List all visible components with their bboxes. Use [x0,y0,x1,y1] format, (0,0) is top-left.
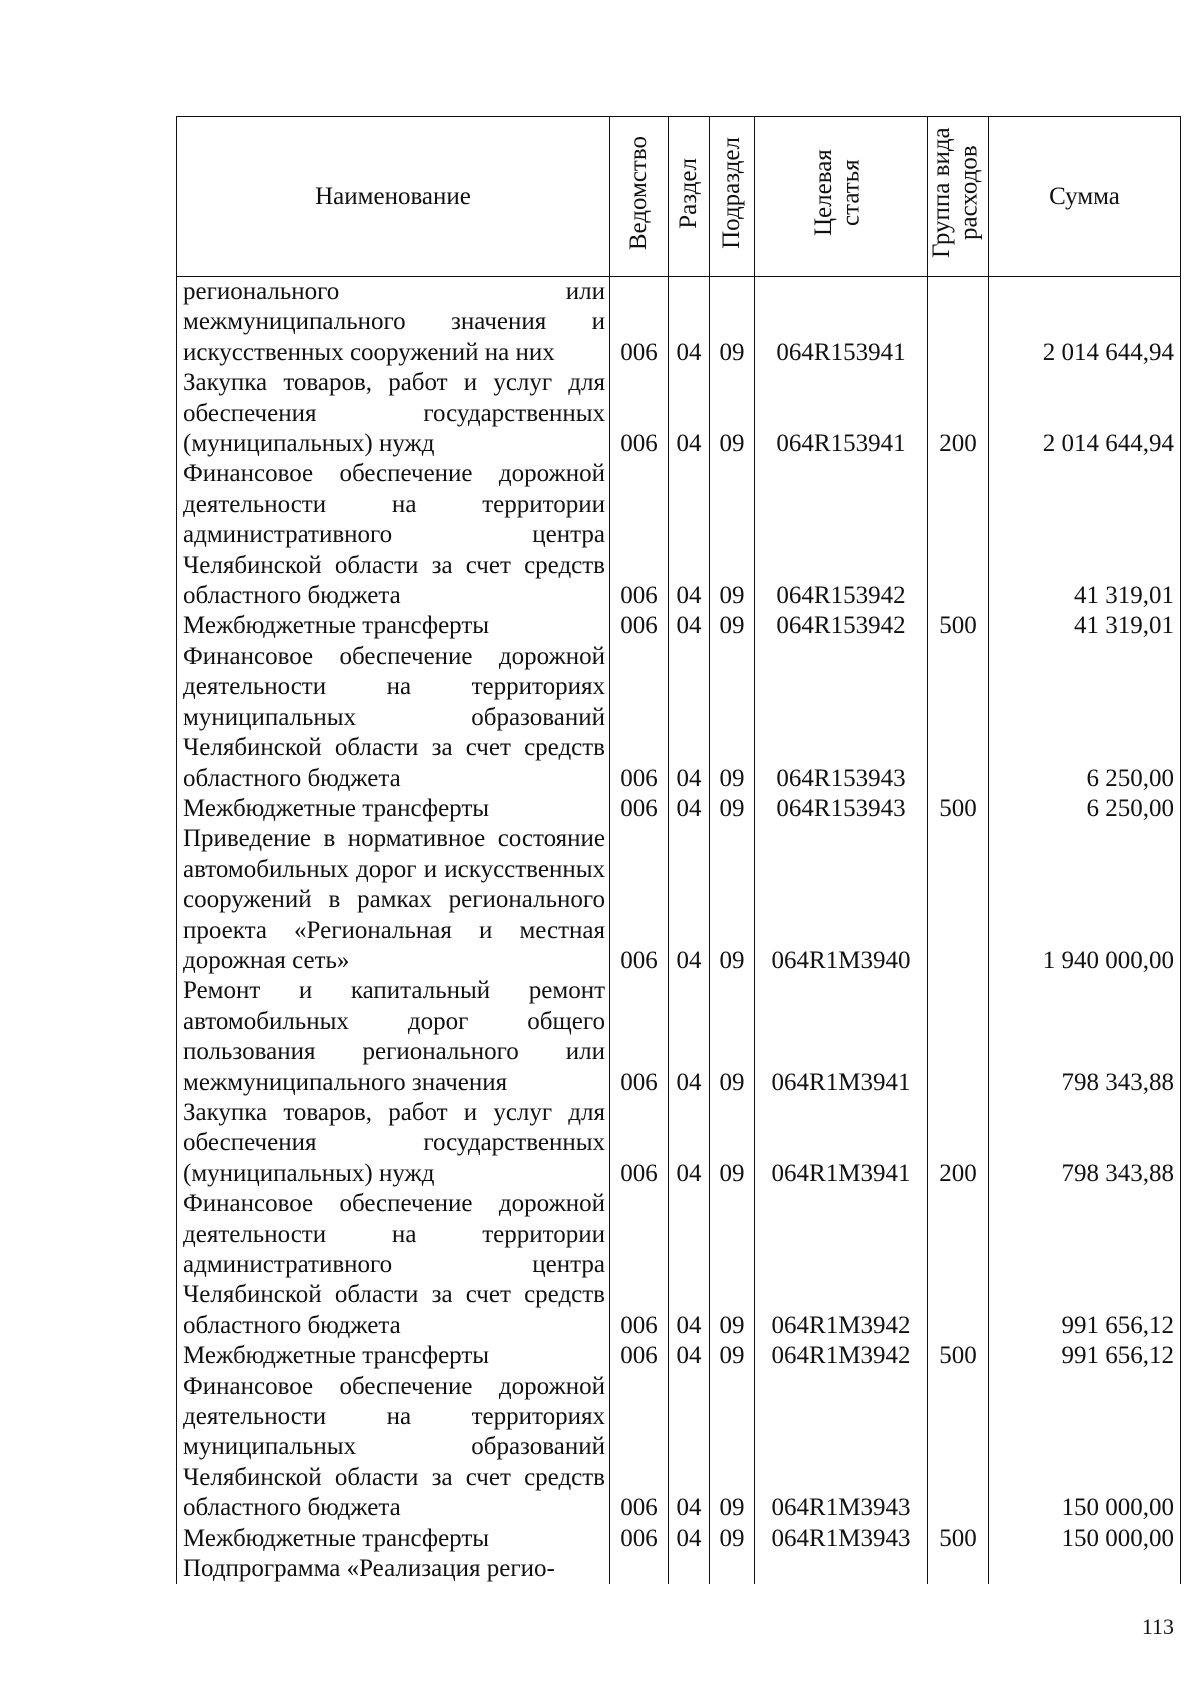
cell-celevaya-statya: 064R153942 [755,459,928,611]
cell-name: Подпрограмма «Реализация регио- [177,1554,610,1584]
cell-razdel: 04 [669,1341,710,1371]
cell-razdel: 04 [669,1189,710,1341]
cell-vedomstvo: 006 [610,794,669,824]
cell-summa: 798 343,88 [989,976,1181,1098]
cell-gruppa [928,459,989,611]
header-razdel: Раздел [669,117,710,277]
cell-summa: 41 319,01 [989,611,1181,641]
cell-name: Закупка товаров, работ и услуг для обеспечения государственных (муниципальных) нужд [177,368,610,459]
cell-podrazdel: 09 [710,794,755,824]
cell-summa: 798 343,88 [989,1098,1181,1189]
cell-gruppa [928,642,989,794]
table-row [177,1524,1181,1554]
cell-podrazdel: 09 [710,1524,755,1554]
cell-celevaya-statya: 064R153942 [755,611,928,641]
cell-podrazdel: 09 [710,824,755,976]
cell-gruppa: 500 [928,1341,989,1371]
cell-celevaya-statya: 064R153941 [755,368,928,459]
cell-summa: 991 656,12 [989,1189,1181,1341]
cell-razdel: 04 [669,1372,710,1524]
cell-razdel: 04 [669,794,710,824]
cell-podrazdel: 09 [710,642,755,794]
cell-podrazdel: 09 [710,1098,755,1189]
table-row [177,459,1181,611]
cell-vedomstvo: 006 [610,824,669,976]
cell-summa: 41 319,01 [989,459,1181,611]
cell-vedomstvo: 006 [610,976,669,1098]
cell-celevaya-statya: 064R153943 [755,794,928,824]
cell-name: Ремонт и капитальный ремонт автомобильных дорог общего пользования регионального или межмуниципального значения [177,976,610,1098]
table-row [177,794,1181,824]
cell-gruppa: 500 [928,794,989,824]
cell-podrazdel: 09 [710,1341,755,1371]
cell-summa: 150 000,00 [989,1524,1181,1554]
table-row [177,642,1181,794]
cell-name: Закупка товаров, работ и услуг для обеспечения государственных (муниципальных) нужд [177,1098,610,1189]
cell-summa: 150 000,00 [989,1372,1181,1524]
cell-celevaya-statya: 064R153941 [755,277,928,369]
cell-gruppa [928,1189,989,1341]
cell-summa: 2 014 644,94 [989,277,1181,369]
table-row [177,1554,1181,1584]
cell-gruppa: 500 [928,611,989,641]
cell-razdel: 04 [669,1098,710,1189]
budget-table-container [176,116,1180,1584]
table-row [177,1189,1181,1341]
header-celevaya-statya: Целевая статья [755,117,928,277]
cell-podrazdel: 09 [710,1372,755,1524]
cell-vedomstvo: 006 [610,642,669,794]
table-row [177,368,1181,459]
cell-podrazdel: 09 [710,459,755,611]
cell-name: Межбюджетные трансферты [177,1524,610,1554]
cell-summa: 991 656,12 [989,1341,1181,1371]
cell-celevaya-statya: 064R1M3943 [755,1524,928,1554]
table-row [177,1098,1181,1189]
cell-name: регионального или межмуниципального значения и искусственных сооружений на них [177,277,610,369]
cell-vedomstvo [610,1554,669,1584]
header-name: Наименование [177,117,610,277]
header-gruppa-vida-rashodov: Группа вида расходов [928,117,989,277]
cell-vedomstvo: 006 [610,1098,669,1189]
cell-razdel: 04 [669,277,710,369]
cell-podrazdel: 09 [710,1189,755,1341]
table-row [177,824,1181,976]
cell-name: Финансовое обеспечение дорожной деятельности на территориях муниципальных образований Челябинской области за счет средств областного бюджета [177,642,610,794]
cell-gruppa [928,824,989,976]
cell-summa: 1 940 000,00 [989,824,1181,976]
cell-vedomstvo: 006 [610,611,669,641]
cell-summa: 6 250,00 [989,642,1181,794]
table-row [177,1341,1181,1371]
cell-name: Приведение в нормативное состояние автомобильных дорог и искусственных сооружений в рамках регионального проекта «Региональная и местная дорожная сеть» [177,824,610,976]
cell-vedomstvo: 006 [610,1189,669,1341]
header-summa: Сумма [989,117,1181,277]
cell-vedomstvo: 006 [610,277,669,369]
cell-gruppa [928,1372,989,1524]
cell-podrazdel [710,1554,755,1584]
cell-gruppa [928,277,989,369]
table-row [177,611,1181,641]
page-number: 113 [1141,1614,1174,1639]
table-row [177,976,1181,1098]
cell-gruppa: 200 [928,368,989,459]
header-vedomstvo: Ведомство [610,117,669,277]
cell-razdel: 04 [669,611,710,641]
cell-gruppa [928,976,989,1098]
cell-vedomstvo: 006 [610,459,669,611]
cell-name: Финансовое обеспечение дорожной деятельности на территории административного центра Челябинской области за счет средств областного бюджета [177,1189,610,1341]
cell-summa: 2 014 644,94 [989,368,1181,459]
table-row [177,277,1181,369]
cell-summa [989,1554,1181,1584]
cell-vedomstvo: 006 [610,1341,669,1371]
cell-celevaya-statya: 064R1M3941 [755,976,928,1098]
cell-razdel: 04 [669,824,710,976]
cell-celevaya-statya: 064R1M3940 [755,824,928,976]
cell-summa: 6 250,00 [989,794,1181,824]
cell-podrazdel: 09 [710,976,755,1098]
cell-podrazdel: 09 [710,368,755,459]
cell-razdel [669,1554,710,1584]
header-podrazdel: Подраздел [710,117,755,277]
cell-vedomstvo: 006 [610,1372,669,1524]
table-header-row [177,117,1181,277]
cell-name: Межбюджетные трансферты [177,1341,610,1371]
cell-celevaya-statya: 064R153943 [755,642,928,794]
cell-razdel: 04 [669,1524,710,1554]
cell-vedomstvo: 006 [610,1524,669,1554]
cell-vedomstvo: 006 [610,368,669,459]
cell-celevaya-statya: 064R1M3942 [755,1189,928,1341]
table-row [177,1372,1181,1524]
cell-name: Межбюджетные трансферты [177,794,610,824]
cell-razdel: 04 [669,976,710,1098]
cell-celevaya-statya: 064R1M3943 [755,1372,928,1524]
cell-razdel: 04 [669,459,710,611]
cell-gruppa [928,1554,989,1584]
cell-gruppa: 500 [928,1524,989,1554]
cell-podrazdel: 09 [710,277,755,369]
cell-podrazdel: 09 [710,611,755,641]
cell-name: Межбюджетные трансферты [177,611,610,641]
cell-name: Финансовое обеспечение дорожной деятельности на территориях муниципальных образований Челябинской области за счет средств областного бюджета [177,1372,610,1524]
budget-table [176,116,1181,1584]
cell-gruppa: 200 [928,1098,989,1189]
cell-name: Финансовое обеспечение дорожной деятельности на территории административного центра Челябинской области за счет средств областного бюджета [177,459,610,611]
cell-razdel: 04 [669,642,710,794]
cell-celevaya-statya: 064R1M3942 [755,1341,928,1371]
cell-celevaya-statya [755,1554,928,1584]
cell-razdel: 04 [669,368,710,459]
cell-celevaya-statya: 064R1M3941 [755,1098,928,1189]
